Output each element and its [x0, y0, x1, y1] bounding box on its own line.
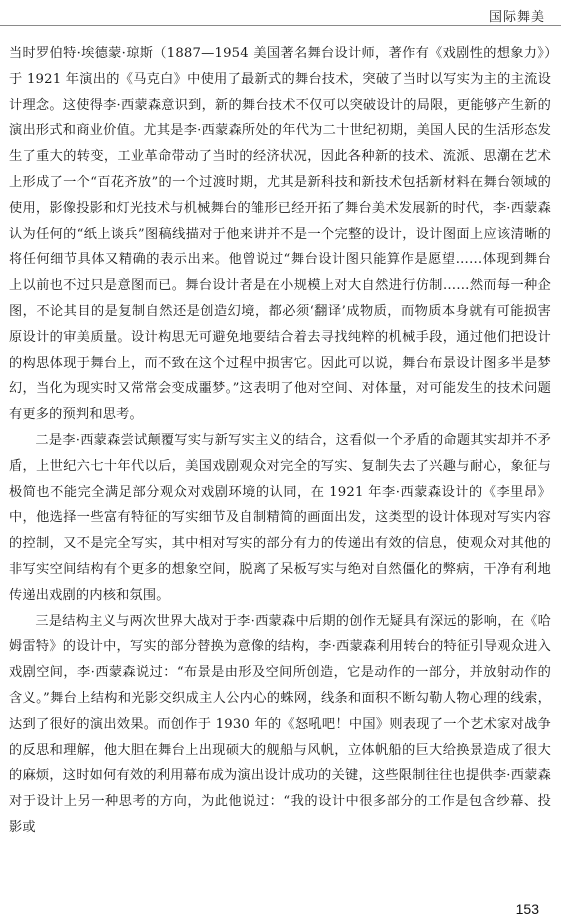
paragraph-second-point: 二是李·西蒙森尝试颠覆写实与新写实主义的结合，这看似一个矛盾的命题其实却并不矛盾，上世纪六七十年代以后，美国戏剧观众对完全的写实、复制失去了兴趣与耐心，象征与极简也不能完全满足部分观众对戏剧环境的认同，在 1921 年李·西蒙森设计的《李里昂》中，他选择一些富有特征的写实细节及自制精简的画面出发，这类型的设计体现对写实内容的控制，又不是完全写实，其中相对写实的部分有力的传递出有效的信息，使观众对其他的非写实空间结构有个更多的想象空间，脱离了呆板写实与绝对自然僵化的弊病，干净有利地传递出戏剧的内核和氛围。	[9, 432, 551, 603]
header-rule	[0, 25, 561, 26]
body-text	[9, 41, 551, 841]
section-title: 国际舞美	[488, 10, 545, 25]
paragraph-third-point: 三是结构主义与两次世界大战对于李·西蒙森中后期的创作无疑具有深远的影响，在《哈姆雷特》的设计中，写实的部分替换为意像的结构，李·西蒙森利用转台的特征引导观众进入戏剧空间，李·西蒙森说过：“布景是由形及空间所创造，它是动作的一部分，并放射动作的含义。”舞台上结构和光影交织成主人公内心的蛛网，线条和面积不断勾勒人物心理的线索，达到了很好的演出效果。而创作于 1930 年的《怒吼吧！中国》则表现了一个艺术家对战争的反思和理解，他大胆在舞台上出现硕大的舰船与风帆，立体帆船的巨大给换景造成了很大的麻烦，这时如何有效的利用幕布成为演出设计成功的关键，这些限制往往也提供李·西蒙森对于设计上另一种思考的方向，为此他说过：“我的设计中很多部分的工作是包含纱幕、投影或	[9, 613, 551, 835]
page-number: 153	[515, 901, 539, 917]
running-header	[0, 0, 561, 28]
paragraph-continued: 当时罗伯特·埃德蒙·琼斯（1887—1954 美国著名舞台设计师，著作有《戏剧性的想象力》）于 1921 年演出的《马克白》中使用了最新式的舞台技术，突破了当时以写实为主的主流设计理念。这使得李·西蒙森意识到，新的舞台技术不仅可以突破设计的局限，更能够产生新的演出形式和商业价值。尤其是李·西蒙森所处的年代为二十世纪初期，美国人民的生活形态发生了重大的转变，工业革命带动了当时的经济状况，因此各种新的技术、流派、思潮在艺术上形成了一个“百花齐放”的一个过渡时期，尤其是新科技和新技术包括新材料在舞台领域的使用，影像投影和灯光技术与机械舞台的雏形已经开拓了舞台美术发展新的时代，李·西蒙森认为任何的“纸上谈兵”图稿线描对于他来讲并不是一个完整的设计，设计图面上应该清晰的将任何细节具体又精确的表示出来。他曾说过“舞台设计图只能算作是愿望……体现到舞台上以前也不过只是意图而已。舞台设计者是在小规模上对大自然进行仿制……然而每一种企图，不论其目的是复制自然还是创造幻境，都必须‘翻译’成物质，而物质本身就有可能损害原设计的审美质量。设计构思无可避免地要结合着去寻找纯粹的机械手段，通过他们把设计的构思体现于舞台上，而不致在这个过程中损害它。因此可以说，舞台布景设计图多半是梦幻，当化为现实时又常常会变成噩梦。”这表明了他对空间、对体量，对可能发生的技术问题有更多的预判和思考。	[9, 46, 551, 423]
